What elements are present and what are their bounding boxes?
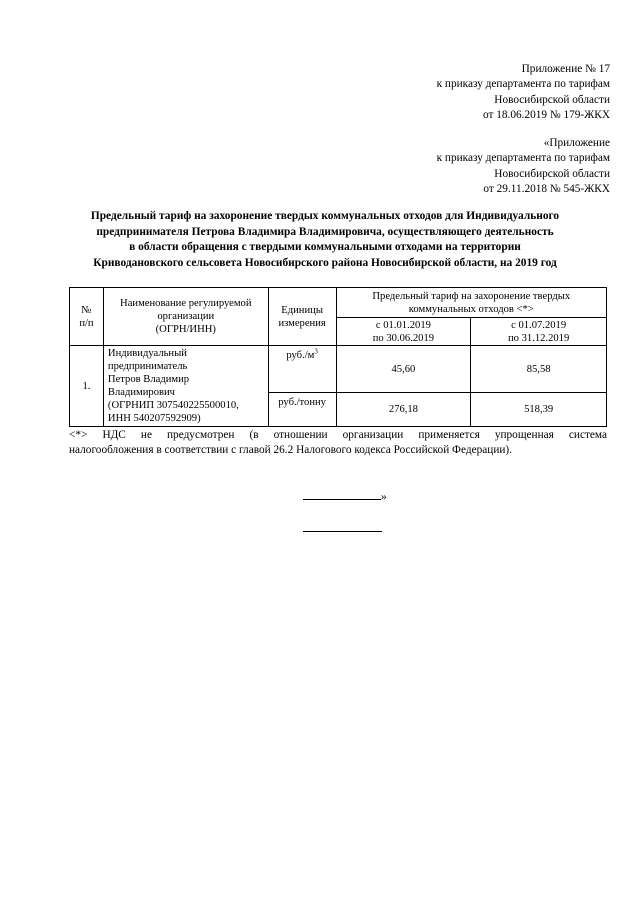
footnote-line: <*> НДС не предусмотрен (в отношении организации применяется упрощенная система (69, 429, 607, 441)
title-line: в области обращения с твердыми коммунальными отходами на территории (129, 241, 521, 254)
header-organization: Наименование регулируемой организации (ОГРН/ИНН) (103, 288, 268, 346)
closing-quote (303, 490, 387, 503)
title-line: Предельный тариф на захоронение твердых коммунальных отходов для Индивидуального (90, 210, 560, 222)
header-units: Единицы измерения (268, 288, 336, 346)
document-title (40, 209, 610, 271)
organization-cell: Индивидуальный предприниматель Петров Владимир Владимирович (ОГРНИП 307540225500010, ИНН 540207592909) (103, 346, 268, 427)
footnote (69, 428, 607, 459)
appendix-region: Новосибирской области (494, 93, 610, 106)
value-period-2: 85,58 (471, 346, 607, 393)
title-line: Криводановского сельсовета Новосибирского района Новосибирской области, на 2019 год (93, 256, 557, 269)
appendix-order-ref: к приказу департамента по тарифам (436, 78, 610, 91)
original-order-ref: к приказу департамента по тарифам (436, 152, 610, 165)
table-row (70, 346, 607, 393)
quote-mark: » (381, 491, 387, 503)
header-period-2: с 01.07.2019 по 31.12.2019 (471, 318, 607, 346)
appendix-order-date: от 18.06.2019 № 179-ЖКХ (482, 109, 610, 122)
original-region: Новосибирской области (494, 167, 610, 180)
footnote-line: налогообложения в соответствии с главой 26.2 Налогового кодекса Российской Федерации). (69, 444, 512, 457)
unit-cell: руб./тонну (268, 393, 336, 427)
original-order-date: от 29.11.2018 № 545-ЖКХ (483, 183, 610, 196)
header-period-1: с 01.01.2019 по 30.06.2019 (336, 318, 471, 346)
header-num: № п/п (70, 288, 104, 346)
original-appendix-title: «Приложение (543, 137, 610, 149)
header-tariff: Предельный тариф на захоронение твердых коммунальных отходов <*> (336, 288, 606, 318)
blank-line (303, 490, 381, 500)
value-period-1: 45,60 (336, 346, 471, 393)
tariff-table (69, 287, 607, 427)
unit-cell: $руб./м^3$ (268, 346, 336, 393)
row-num: 1. (70, 346, 104, 427)
original-appendix-header (437, 136, 610, 198)
value-period-2: 518,39 (471, 393, 607, 427)
end-divider (303, 531, 382, 532)
title-line: предпринимателя Петрова Владимира Владимировича, осуществляющего деятельность (96, 225, 554, 238)
appendix-number: Приложение № 17 (521, 63, 610, 75)
value-period-1: 276,18 (336, 393, 471, 427)
appendix-header (437, 62, 610, 124)
table-header-row (70, 288, 607, 318)
